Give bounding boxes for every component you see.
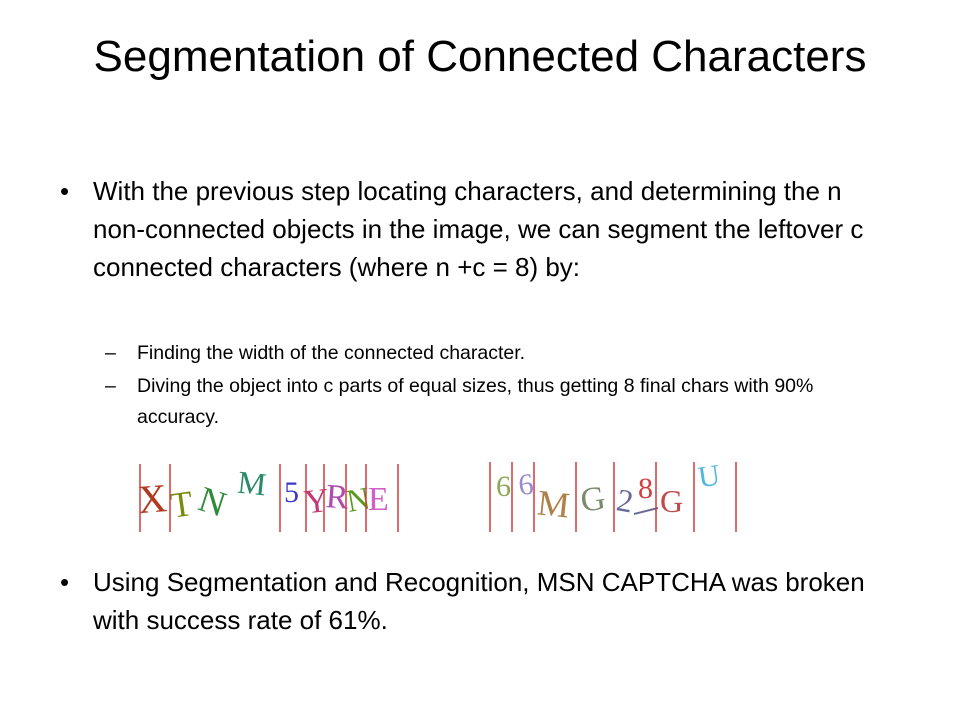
sub-item-text: Finding the width of the connected character. bbox=[137, 342, 526, 364]
captcha-image-2 bbox=[484, 450, 756, 550]
captcha-letter: 6 bbox=[516, 467, 536, 502]
sub-item-text: Diving the object into c parts of equal sizes, thus getting 8 final chars with 90% accuracy. bbox=[137, 375, 814, 428]
sub-item-1 bbox=[105, 338, 877, 369]
captcha-connector-stroke bbox=[634, 508, 658, 514]
captcha-letter: M bbox=[235, 463, 268, 503]
bullet-text: With the previous step locating characters, and determining the n non-connected objects in the image, we can segment the leftover c connected characters (where n +c = 8) by: bbox=[93, 176, 864, 282]
captcha-letter: Y bbox=[302, 482, 331, 522]
captcha-letter: G bbox=[660, 483, 684, 519]
captcha-letter: X bbox=[136, 475, 169, 523]
captcha-letter: N bbox=[193, 478, 231, 525]
bullet-item-1 bbox=[60, 172, 893, 286]
captcha-letter: E bbox=[368, 481, 389, 518]
bullet-marker: • bbox=[60, 176, 70, 206]
captcha-letter: G bbox=[578, 479, 608, 520]
captcha-letters bbox=[496, 459, 722, 526]
bullet-marker: • bbox=[60, 567, 70, 597]
captcha-letter: U bbox=[696, 458, 723, 495]
captcha-letter: 2 bbox=[613, 481, 637, 520]
captcha-letter: 5 bbox=[284, 476, 299, 509]
captcha-letter: 8 bbox=[638, 472, 653, 505]
captcha-image-2-graphic bbox=[484, 450, 756, 550]
captcha-letter: 6 bbox=[496, 470, 511, 503]
sub-item-marker: – bbox=[105, 375, 116, 397]
slide-title: Segmentation of Connected Characters bbox=[93, 32, 867, 81]
captcha-letter: N bbox=[343, 479, 373, 519]
captcha-letter: M bbox=[535, 482, 572, 526]
sub-item-2 bbox=[105, 371, 877, 433]
captcha-image-1 bbox=[134, 450, 410, 550]
captcha-letter: R bbox=[324, 478, 350, 517]
captcha-letters bbox=[136, 464, 388, 526]
bullet-item-2 bbox=[60, 563, 893, 639]
captcha-letter: T bbox=[167, 483, 196, 526]
sub-item-marker: – bbox=[105, 342, 116, 364]
captcha-image-1-graphic bbox=[134, 450, 410, 550]
bullet-text: Using Segmentation and Recognition, MSN CAPTCHA was broken with success rate of 61%. bbox=[93, 567, 865, 635]
